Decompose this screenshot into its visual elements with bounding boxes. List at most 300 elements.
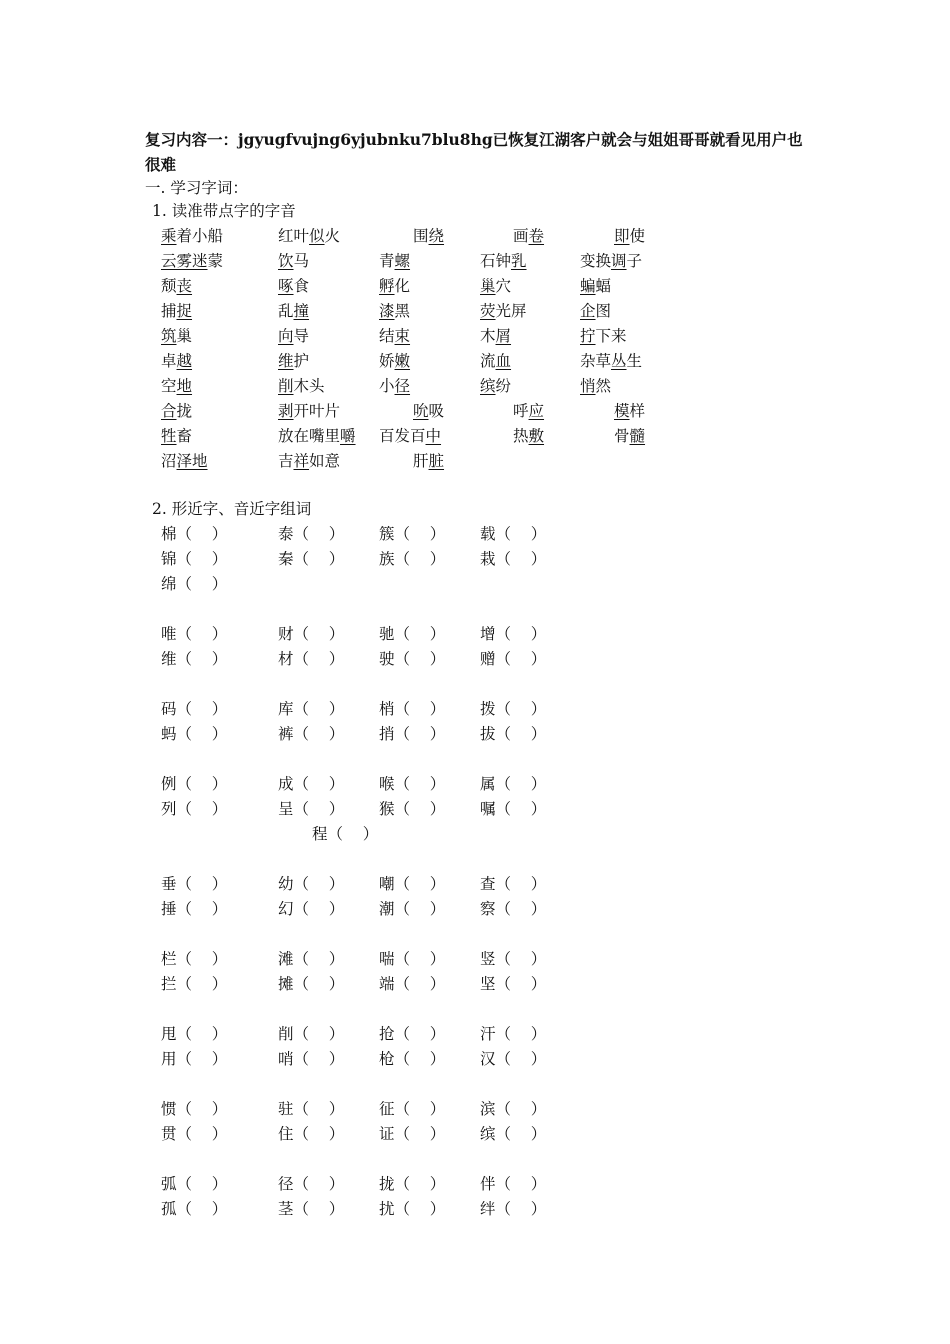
- dotted-char: 孵: [379, 277, 395, 295]
- char-item: [480, 722, 546, 747]
- word-item: [580, 249, 642, 274]
- answer-blank[interactable]: （ ）: [176, 1050, 228, 1068]
- char: 伴: [480, 1175, 496, 1193]
- answer-blank[interactable]: （ ）: [495, 1125, 547, 1143]
- answer-blank[interactable]: （ ）: [293, 700, 345, 718]
- char: 孤: [161, 1200, 177, 1218]
- char: 用: [161, 1050, 177, 1068]
- char-item: [161, 872, 227, 897]
- char-row: [0, 622, 950, 647]
- word-item: [161, 249, 223, 274]
- char-item: [379, 972, 445, 997]
- word-text: 使: [629, 227, 646, 245]
- char-item: [379, 897, 445, 922]
- answer-blank[interactable]: （ ）: [293, 1125, 345, 1143]
- char: 例: [161, 775, 177, 793]
- char: 贯: [161, 1125, 177, 1143]
- answer-blank[interactable]: （ ）: [176, 875, 228, 893]
- word-item: [480, 324, 511, 349]
- char: 捶: [161, 900, 177, 918]
- char-row: [0, 822, 950, 847]
- word-text: 导: [293, 327, 310, 345]
- char: 驶: [379, 650, 395, 668]
- answer-blank[interactable]: （ ）: [394, 1175, 446, 1193]
- word-row: [0, 399, 950, 424]
- char-row: [0, 872, 950, 897]
- char-item: [278, 522, 344, 547]
- char-item: [379, 622, 445, 647]
- char: 绵: [161, 575, 177, 593]
- dotted-char: 即: [614, 227, 630, 245]
- answer-blank[interactable]: （ ）: [394, 625, 446, 643]
- dotted-char: 维: [278, 352, 294, 370]
- char: 嘲: [379, 875, 395, 893]
- word-item: [480, 249, 527, 274]
- answer-blank[interactable]: （ ）: [394, 725, 446, 743]
- word-text: 然: [595, 377, 612, 395]
- word-text: 下来: [595, 327, 627, 345]
- word-item: [161, 274, 192, 299]
- answer-blank[interactable]: （ ）: [176, 950, 228, 968]
- word-text: 木头: [293, 377, 325, 395]
- char: 证: [379, 1125, 395, 1143]
- char: 猴: [379, 800, 395, 818]
- answer-blank[interactable]: （ ）: [176, 525, 228, 543]
- word-text: 沼: [161, 452, 177, 470]
- char-item: [379, 647, 445, 672]
- dotted-char: 漆: [379, 302, 395, 320]
- char-item: [161, 1047, 227, 1072]
- word-text: 捕: [161, 302, 177, 320]
- char-item: [379, 1022, 445, 1047]
- char-item: [480, 622, 546, 647]
- char-item: [480, 547, 546, 572]
- char-item: [161, 897, 227, 922]
- char-item: [161, 522, 227, 547]
- char-item: [379, 1122, 445, 1147]
- word-item: [480, 299, 527, 324]
- char: 潮: [379, 900, 395, 918]
- word-text: 呼: [513, 402, 529, 420]
- char-item: [379, 872, 445, 897]
- dotted-char: 乘: [161, 227, 177, 245]
- char-row: [0, 1047, 950, 1072]
- char: 簇: [379, 525, 395, 543]
- answer-blank[interactable]: （ ）: [495, 800, 547, 818]
- answer-blank[interactable]: （ ）: [394, 700, 446, 718]
- answer-blank[interactable]: （ ）: [495, 650, 547, 668]
- answer-blank[interactable]: （ ）: [394, 550, 446, 568]
- char: 幻: [278, 900, 294, 918]
- answer-blank[interactable]: （ ）: [293, 725, 345, 743]
- char-item: [161, 1022, 227, 1047]
- char-item: [379, 1047, 445, 1072]
- word-item: [513, 399, 544, 424]
- dotted-char: 越: [176, 352, 193, 370]
- answer-blank[interactable]: （ ）: [176, 650, 228, 668]
- char: 拢: [379, 1175, 395, 1193]
- answer-blank[interactable]: （ ）: [293, 1025, 345, 1043]
- char-item: [278, 1172, 344, 1197]
- dotted-char: 筑: [161, 327, 177, 345]
- dotted-char: 牲: [161, 427, 177, 445]
- word-item: [379, 274, 410, 299]
- answer-blank[interactable]: （ ）: [394, 1025, 446, 1043]
- dotted-char: 敷: [528, 427, 545, 445]
- answer-blank[interactable]: （ ）: [394, 1200, 446, 1218]
- char: 成: [278, 775, 294, 793]
- word-item: [278, 224, 340, 249]
- word-text: 火: [324, 227, 341, 245]
- dotted-char: 巢: [480, 277, 496, 295]
- dotted-char: 撞: [293, 302, 310, 320]
- word-text: 蝠: [595, 277, 612, 295]
- char-item: [480, 872, 546, 897]
- dotted-char: 剥: [278, 402, 294, 420]
- char: 枪: [379, 1050, 395, 1068]
- answer-blank[interactable]: （ ）: [394, 800, 446, 818]
- word-item: [580, 374, 611, 399]
- word-item: [614, 224, 645, 249]
- char: 削: [278, 1025, 294, 1043]
- char: 唯: [161, 625, 177, 643]
- dotted-char: 绕: [428, 227, 445, 245]
- char-row: [0, 1197, 950, 1222]
- char-item: [379, 797, 445, 822]
- answer-blank[interactable]: （ ）: [495, 1200, 547, 1218]
- char-item: [161, 1172, 227, 1197]
- answer-blank[interactable]: （ ）: [293, 800, 345, 818]
- answer-blank[interactable]: （ ）: [327, 825, 379, 843]
- char-row: [0, 1022, 950, 1047]
- char-item: [161, 972, 227, 997]
- char-item: [278, 897, 344, 922]
- dotted-char: 卷: [528, 227, 545, 245]
- word-text: 娇: [379, 352, 395, 370]
- word-text: 画: [513, 227, 529, 245]
- dotted-char: 云雾迷: [161, 252, 208, 270]
- char-item: [278, 622, 344, 647]
- word-text: 流: [480, 352, 496, 370]
- word-row: [0, 449, 950, 474]
- answer-blank[interactable]: （ ）: [176, 725, 228, 743]
- word-row: [0, 374, 950, 399]
- answer-blank[interactable]: （ ）: [176, 775, 228, 793]
- word-text: 如意: [309, 452, 341, 470]
- answer-blank[interactable]: （ ）: [495, 700, 547, 718]
- char: 赠: [480, 650, 496, 668]
- char: 栏: [161, 950, 177, 968]
- answer-blank[interactable]: （ ）: [176, 550, 228, 568]
- char-item: [278, 1097, 344, 1122]
- char-item: [161, 1122, 227, 1147]
- answer-blank[interactable]: （ ）: [394, 1050, 446, 1068]
- word-text: 颓: [161, 277, 177, 295]
- word-text: 子: [626, 252, 643, 270]
- char: 列: [161, 800, 177, 818]
- answer-blank[interactable]: （ ）: [293, 775, 345, 793]
- dotted-char: 屑: [495, 327, 512, 345]
- answer-blank[interactable]: （ ）: [495, 900, 547, 918]
- dotted-char: 丛: [611, 352, 627, 370]
- word-text: 石钟: [480, 252, 512, 270]
- dotted-char: 悄: [580, 377, 596, 395]
- answer-blank[interactable]: （ ）: [293, 900, 345, 918]
- dotted-char: 应: [528, 402, 545, 420]
- dotted-char: 拧: [580, 327, 596, 345]
- answer-blank[interactable]: （ ）: [176, 1125, 228, 1143]
- char-row: [0, 647, 950, 672]
- word-item: [480, 374, 511, 399]
- answer-blank[interactable]: （ ）: [394, 1100, 446, 1118]
- word-item: [480, 349, 511, 374]
- char-item: [278, 547, 344, 572]
- answer-blank[interactable]: （ ）: [293, 950, 345, 968]
- word-item: [379, 324, 410, 349]
- char-row: [0, 897, 950, 922]
- word-text: 放在嘴里: [278, 427, 341, 445]
- answer-blank[interactable]: （ ）: [293, 1050, 345, 1068]
- word-text: 木: [480, 327, 496, 345]
- char: 程: [312, 825, 328, 843]
- answer-blank[interactable]: （ ）: [394, 775, 446, 793]
- word-item: [161, 324, 192, 349]
- word-item: [614, 424, 645, 449]
- word-text: 蒙: [207, 252, 224, 270]
- char: 梢: [379, 700, 395, 718]
- char-row: [0, 522, 950, 547]
- word-item: [413, 449, 444, 474]
- char: 码: [161, 700, 177, 718]
- answer-blank[interactable]: （ ）: [293, 975, 345, 993]
- char-item: [480, 772, 546, 797]
- answer-blank[interactable]: （ ）: [293, 550, 345, 568]
- char: 滨: [480, 1100, 496, 1118]
- word-text: 结: [379, 327, 395, 345]
- word-item: [278, 299, 309, 324]
- answer-blank[interactable]: （ ）: [176, 1025, 228, 1043]
- char: 扰: [379, 1200, 395, 1218]
- char: 属: [480, 775, 496, 793]
- answer-blank[interactable]: （ ）: [394, 525, 446, 543]
- word-text: 变换: [580, 252, 612, 270]
- answer-blank[interactable]: （ ）: [176, 800, 228, 818]
- word-item: [161, 449, 208, 474]
- word-text: 吉: [278, 452, 294, 470]
- word-text: 空: [161, 377, 177, 395]
- word-row: [0, 224, 950, 249]
- dotted-char: 丧: [176, 277, 193, 295]
- dotted-char: 螺: [394, 252, 411, 270]
- char-item: [278, 1022, 344, 1047]
- char: 蚂: [161, 725, 177, 743]
- answer-blank[interactable]: （ ）: [176, 1175, 228, 1193]
- char-item: [278, 1122, 344, 1147]
- char: 住: [278, 1125, 294, 1143]
- answer-blank[interactable]: （ ）: [394, 950, 446, 968]
- answer-blank[interactable]: （ ）: [176, 975, 228, 993]
- answer-blank[interactable]: （ ）: [176, 900, 228, 918]
- word-text: 纷: [495, 377, 512, 395]
- word-text: 样: [629, 402, 646, 420]
- char-item: [278, 697, 344, 722]
- word-text: 化: [394, 277, 411, 295]
- dotted-char: 髓: [629, 427, 646, 445]
- char-item: [480, 897, 546, 922]
- word-item: [513, 224, 544, 249]
- dotted-char: 中: [425, 427, 442, 445]
- answer-blank[interactable]: （ ）: [394, 900, 446, 918]
- dotted-char: 合: [161, 402, 177, 420]
- answer-blank[interactable]: （ ）: [495, 625, 547, 643]
- char: 棉: [161, 525, 177, 543]
- word-text: 拢: [176, 402, 193, 420]
- char-row: [0, 947, 950, 972]
- dotted-char: 吮: [413, 402, 429, 420]
- answer-blank[interactable]: （ ）: [176, 700, 228, 718]
- part1-heading: 1. 读准带点字的字音: [152, 202, 296, 220]
- char-item: [161, 647, 227, 672]
- word-item: [278, 249, 309, 274]
- word-text: 百发百: [379, 427, 426, 445]
- answer-blank[interactable]: （ ）: [176, 1200, 228, 1218]
- char: 喉: [379, 775, 395, 793]
- char: 滩: [278, 950, 294, 968]
- char: 载: [480, 525, 496, 543]
- answer-blank[interactable]: （ ）: [495, 725, 547, 743]
- char: 绊: [480, 1200, 496, 1218]
- answer-blank[interactable]: （ ）: [176, 575, 228, 593]
- answer-blank[interactable]: （ ）: [293, 525, 345, 543]
- char: 坚: [480, 975, 496, 993]
- char-item: [480, 1097, 546, 1122]
- answer-blank[interactable]: （ ）: [176, 1100, 228, 1118]
- dotted-char: 径: [394, 377, 411, 395]
- answer-blank[interactable]: （ ）: [293, 650, 345, 668]
- char-item: [480, 797, 546, 822]
- answer-blank[interactable]: （ ）: [293, 1200, 345, 1218]
- answer-blank[interactable]: （ ）: [495, 950, 547, 968]
- answer-blank[interactable]: （ ）: [495, 1050, 547, 1068]
- char-item: [161, 547, 227, 572]
- word-item: [379, 249, 410, 274]
- char-item: [278, 647, 344, 672]
- word-row: [0, 249, 950, 274]
- word-item: [379, 349, 410, 374]
- answer-blank[interactable]: （ ）: [394, 650, 446, 668]
- answer-blank[interactable]: （ ）: [495, 1175, 547, 1193]
- char-item: [480, 1022, 546, 1047]
- char: 拨: [480, 700, 496, 718]
- answer-blank[interactable]: （ ）: [495, 1025, 547, 1043]
- answer-blank[interactable]: （ ）: [293, 625, 345, 643]
- answer-blank[interactable]: （ ）: [394, 1125, 446, 1143]
- char-item: [480, 1122, 546, 1147]
- word-text: 着小船: [176, 227, 224, 245]
- char: 抢: [379, 1025, 395, 1043]
- word-row: [0, 274, 950, 299]
- char: 栽: [480, 550, 496, 568]
- dotted-char: 企: [580, 302, 596, 320]
- char: 呈: [278, 800, 294, 818]
- dotted-char: 模: [614, 402, 630, 420]
- char: 缤: [480, 1125, 496, 1143]
- section-heading-vocabulary: 一. 学习字词：: [145, 179, 248, 197]
- word-item: [614, 399, 645, 424]
- char: 征: [379, 1100, 395, 1118]
- answer-blank[interactable]: （ ）: [293, 1100, 345, 1118]
- char: 茎: [278, 1200, 294, 1218]
- dotted-char: 嚼: [340, 427, 356, 445]
- answer-blank[interactable]: （ ）: [495, 550, 547, 568]
- char: 喘: [379, 950, 395, 968]
- char-item: [278, 872, 344, 897]
- answer-blank[interactable]: （ ）: [495, 525, 547, 543]
- answer-blank[interactable]: （ ）: [495, 775, 547, 793]
- word-row: [0, 349, 950, 374]
- char-item: [379, 1097, 445, 1122]
- char-item: [278, 797, 344, 822]
- char-item: [161, 1197, 227, 1222]
- char: 锦: [161, 550, 177, 568]
- answer-blank[interactable]: （ ）: [293, 875, 345, 893]
- word-item: [278, 324, 309, 349]
- char-row: [0, 722, 950, 747]
- char: 甩: [161, 1025, 177, 1043]
- char-item: [379, 1172, 445, 1197]
- char-item: [480, 1172, 546, 1197]
- answer-blank[interactable]: （ ）: [495, 975, 547, 993]
- answer-blank[interactable]: （ ）: [394, 975, 446, 993]
- char-row: [0, 972, 950, 997]
- char-item: [278, 1047, 344, 1072]
- char-item: [278, 722, 344, 747]
- answer-blank[interactable]: （ ）: [394, 875, 446, 893]
- word-text: 乱: [278, 302, 294, 320]
- char-item: [161, 772, 227, 797]
- word-item: [161, 299, 192, 324]
- char-row: [0, 1172, 950, 1197]
- word-text: 卓: [161, 352, 177, 370]
- word-item: [161, 399, 192, 424]
- char-item: [480, 1047, 546, 1072]
- word-text: 红叶: [278, 227, 310, 245]
- word-text: 光屏: [495, 302, 527, 320]
- word-text: 生: [626, 352, 643, 370]
- char: 垂: [161, 875, 177, 893]
- char-item: [480, 647, 546, 672]
- word-item: [278, 449, 340, 474]
- part2-heading: 2. 形近字、音近字组词: [152, 500, 312, 518]
- word-text: 小: [379, 377, 395, 395]
- answer-blank[interactable]: （ ）: [495, 1100, 547, 1118]
- char-item: [161, 722, 227, 747]
- char: 查: [480, 875, 496, 893]
- word-text: 骨: [614, 427, 630, 445]
- char: 径: [278, 1175, 294, 1193]
- word-text: 穴: [495, 277, 512, 295]
- char-item: [379, 947, 445, 972]
- dotted-char: 祥: [293, 452, 310, 470]
- answer-blank[interactable]: （ ）: [176, 625, 228, 643]
- char: 泰: [278, 525, 294, 543]
- char-row: [0, 772, 950, 797]
- char-row: [0, 1097, 950, 1122]
- char-row: [0, 797, 950, 822]
- char-item: [379, 722, 445, 747]
- answer-blank[interactable]: （ ）: [293, 1175, 345, 1193]
- answer-blank[interactable]: （ ）: [495, 875, 547, 893]
